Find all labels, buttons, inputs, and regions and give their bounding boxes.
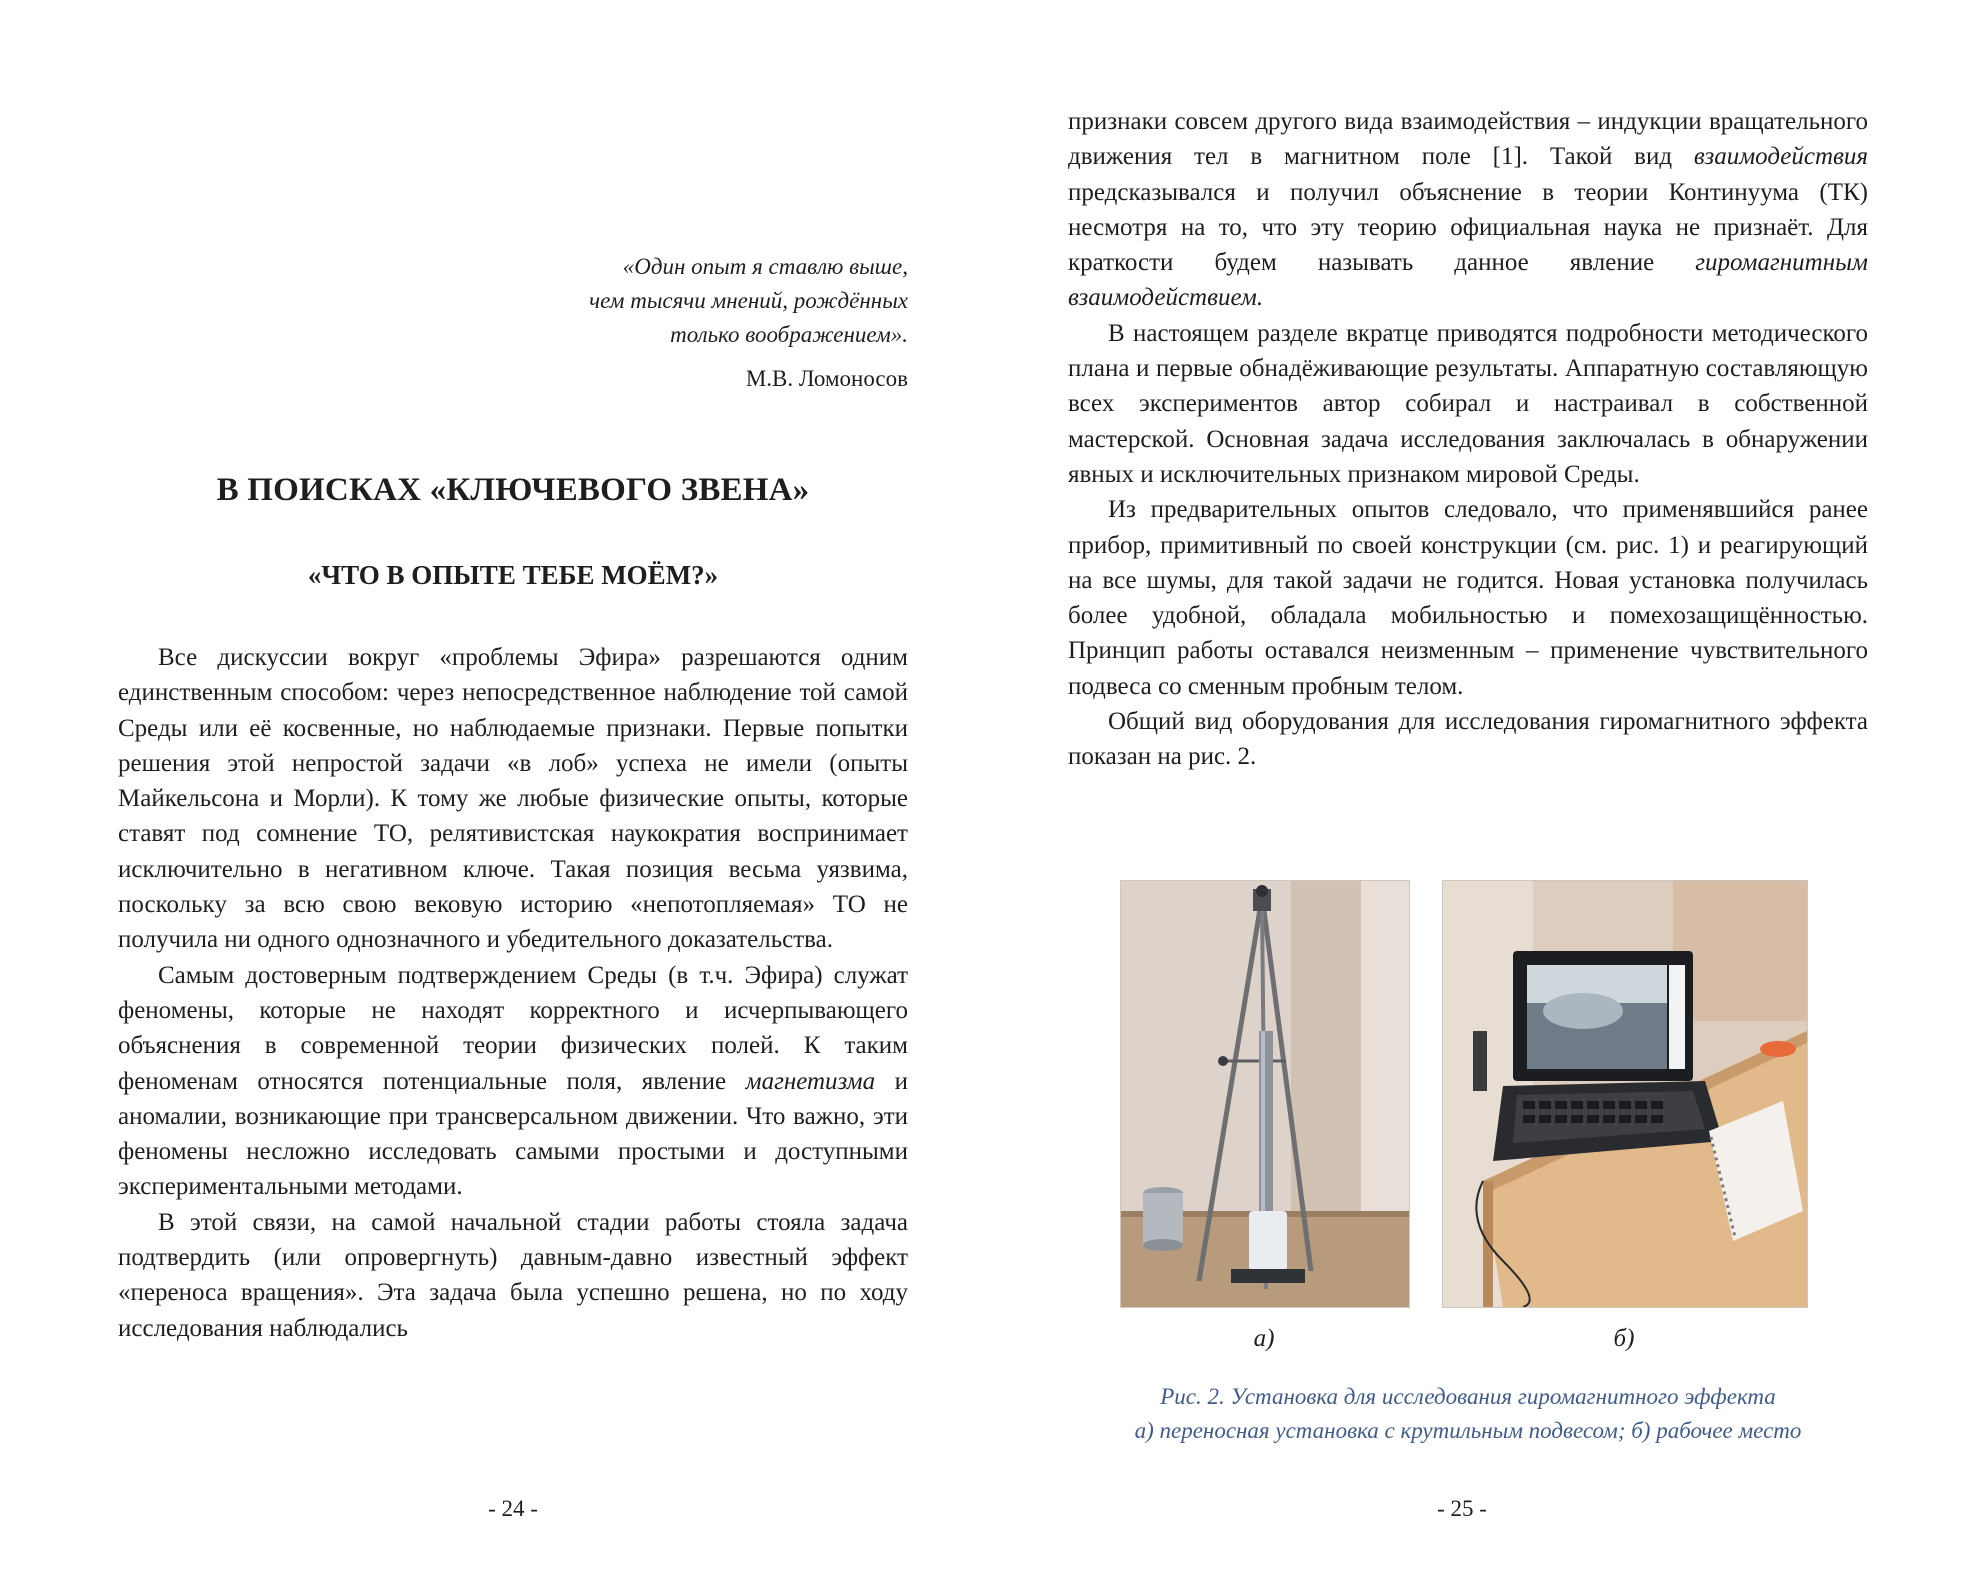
emphasis-text: магнетизма <box>745 1067 876 1095</box>
tripod-illustration <box>1121 881 1409 1307</box>
left-page <box>118 0 908 1596</box>
page-number: - 24 - <box>488 1496 538 1521</box>
emphasis-text: гиромагнитным взаимодействием. <box>1068 249 1868 312</box>
paragraph: В этой связи, на самой начальной стадии работы стояла задача подтвердить (или опровергнуть) давным-давно известный эффект «переноса вращения». Эта задача была успешно решена, но по ходу исследования наблюдались <box>118 1208 908 1342</box>
caption-line: Рис. 2. Установка для исследования гиромагнитного эффекта <box>1160 1384 1776 1409</box>
paragraph: В настоящем разделе вкратце приводятся подробности методического плана и первые обнадёживающие результаты. Аппаратную составляющую всех экспериментов автор собирал и настраивал в собственной мастерской. Основная задача исследования заключалась в обнаружении явных и исключительных признаком мировой Среды. <box>1068 319 1868 488</box>
paragraph-text: Самым достоверным подтверждением Среды (в т.ч. Эфира) служат феномены, которые не находят корректного и исчерпывающего объяснения в современной теории физических полей. К таким феноменам относятся потенциальные поля, явление <box>118 961 908 1095</box>
epigraph-line: «Один опыт я ставлю выше, <box>622 254 908 279</box>
paragraph: Все дискуссии вокруг «проблемы Эфира» разрешаются одним единственным способом: через непосредственное наблюдение той самой Среды или её косвенные, но наблюдаемые признаки. Первые попытки решения этой непростой задачи «в лоб» успеха не имели (опыты Майкельсона и Морли). К тому же любые физические опыты, которые ставят под сомнение ТО, релятивистская наукократия воспринимает исключительно в негативном ключе. Такая позиция весьма уязвима, поскольку за всю свою вековую историю «непотопляемая» ТО не получила ни одного однозначного и убедительного доказательства. <box>118 644 908 954</box>
right-page <box>1068 0 1868 1596</box>
paragraph: Общий вид оборудования для исследования гиромагнитного эффекта показан на рис. 2. <box>1068 708 1868 771</box>
emphasis-text: взаимодействия <box>1693 143 1868 171</box>
paragraph-text: признаки совсем другого вида взаимодействия – индукции вращательного движения тел в магнитном поле [1]. Такой вид <box>1068 108 1868 171</box>
paragraph-text: предсказывался и получил объяснение в теории Континуума (ТК) несмотря на то, что эту теорию официальная наука не признаёт. Для краткости будем называть данное явление <box>1068 178 1868 277</box>
paragraph-text: и аномалии, возникающие при трансверсальном движении. Что важно, эти феномены несложно исследовать самыми простыми и доступными экспериментальными методами. <box>118 1067 908 1201</box>
left-body-text <box>118 640 908 1346</box>
caption-line: а) переносная установка с крутильным подвесом; б) рабочее место <box>1134 1418 1802 1443</box>
section-title: «ЧТО В ОПЫТЕ ТЕБЕ МОЁМ?» <box>307 560 719 590</box>
right-body-text <box>1068 104 1868 775</box>
workplace-illustration <box>1443 881 1807 1307</box>
figure-label-a: а) <box>1253 1325 1275 1352</box>
page-number: - 25 - <box>1437 1496 1487 1521</box>
figure-caption <box>1068 1380 1868 1448</box>
paragraph <box>118 958 908 1205</box>
chapter-title: В ПОИСКАХ «КЛЮЧЕВОГО ЗВЕНА» <box>216 472 810 508</box>
paragraph-continued <box>1068 104 1868 316</box>
figure-label-b: б) <box>1613 1325 1635 1352</box>
paragraph: Из предварительных опытов следовало, что применявшийся ранее прибор, примитивный по своей конструкции (см. рис. 1) и реагирующий на все шумы, для такой задачи не годится. Новая установка получилась более удобной, обладала мобильностью и помехозащищённостью. Принцип работы оставался неизменным – применение чувствительного подвеса со сменным пробным телом. <box>1068 496 1868 700</box>
epigraph-line: только воображением». <box>670 322 908 347</box>
photo-workplace <box>1442 880 1808 1308</box>
photo-tripod-setup <box>1120 880 1410 1308</box>
epigraph-line: чем тысячи мнений, рождённых <box>589 288 908 313</box>
epigraph-author: М.В. Ломоносов <box>745 366 908 391</box>
epigraph <box>488 250 908 352</box>
